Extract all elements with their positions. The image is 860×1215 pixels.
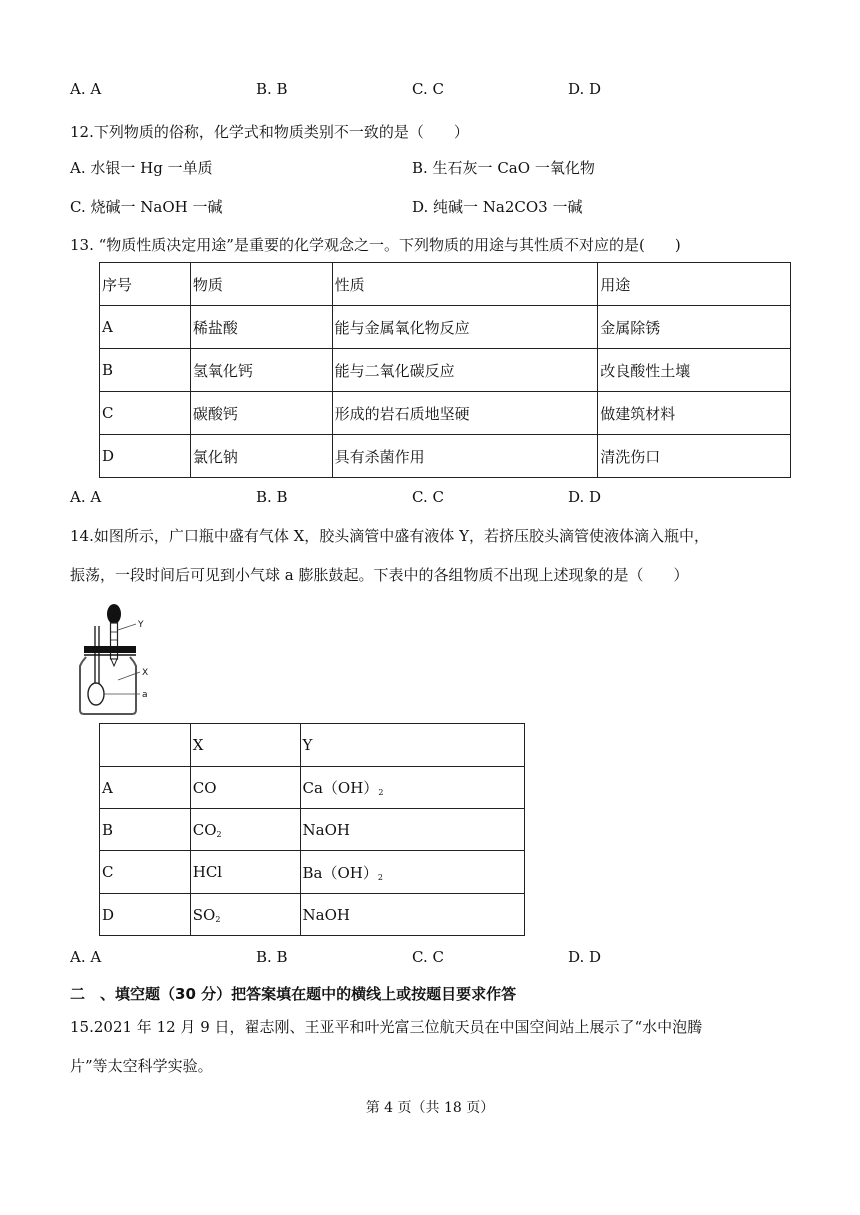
q11-option-b: B. B bbox=[256, 80, 288, 98]
q13-stem: 13. “物质性质决定用途”是重要的化学观念之一。下列物质的用途与其性质不对应的是( ) bbox=[70, 236, 681, 254]
q11-option-a: A. A bbox=[70, 80, 102, 98]
table-cell: C bbox=[100, 392, 191, 435]
table-cell: $SO_2$ bbox=[190, 894, 300, 936]
table-cell: 氯化钠 bbox=[190, 435, 332, 478]
q14-stem-line1: 14.如图所示，广口瓶中盛有气体 X，胶头滴管中盛有液体 Y，若挤压胶头滴管使液体滴入瓶中， bbox=[70, 527, 709, 545]
q12-option-b: B. 生石灰一 CaO 一氧化物 bbox=[412, 159, 595, 177]
table-cell: 做建筑材料 bbox=[598, 392, 791, 435]
table-row bbox=[100, 809, 525, 851]
q12-stem: 12.下列物质的俗称，化学式和物质类别不一致的是（ ） bbox=[70, 123, 469, 141]
q14-header-row bbox=[100, 724, 525, 767]
table-cell: $CO_2$ bbox=[190, 809, 300, 851]
table-cell: 稀盐酸 bbox=[190, 306, 332, 349]
q14-options bbox=[70, 948, 790, 970]
table-cell: HCl bbox=[190, 851, 300, 894]
table-cell: 氢氧化钙 bbox=[190, 349, 332, 392]
table-cell: 具有杀菌作用 bbox=[332, 435, 598, 478]
table-cell: D bbox=[100, 894, 191, 936]
q13-option-d: D. D bbox=[568, 488, 602, 506]
table-cell: 改良酸性土壤 bbox=[598, 349, 791, 392]
q14-stem-line2: 振荡，一段时间后可见到小气球 a 膨胀鼓起。下表中的各组物质不出现上述现象的是（ ） bbox=[70, 566, 689, 584]
dropper-bulb-icon bbox=[107, 604, 121, 624]
q13-option-a: A. A bbox=[70, 488, 102, 506]
table-cell: 能与金属氧化物反应 bbox=[332, 306, 598, 349]
table-row bbox=[100, 435, 791, 478]
q11-options bbox=[70, 80, 790, 102]
q11-option-c: C. C bbox=[412, 80, 444, 98]
q14-option-d: D. D bbox=[568, 948, 602, 966]
table-row bbox=[100, 349, 791, 392]
q13-header-cell: 用途 bbox=[598, 263, 791, 306]
q12-option-d: D. 纯碱一 Na2CO3 一碱 bbox=[412, 198, 583, 216]
q13-header-cell: 物质 bbox=[190, 263, 332, 306]
q14-header-cell bbox=[100, 724, 191, 767]
q13-header-row bbox=[100, 263, 791, 306]
q14-option-c: C. C bbox=[412, 948, 444, 966]
q13-option-b: B. B bbox=[256, 488, 288, 506]
table-cell: A bbox=[100, 767, 191, 809]
q14-header-cell: Y bbox=[300, 724, 525, 767]
table-cell: 能与二氧化碳反应 bbox=[332, 349, 598, 392]
table-row bbox=[100, 767, 525, 809]
table-row bbox=[100, 392, 791, 435]
table-cell: CO bbox=[190, 767, 300, 809]
page-footer: 第 4 页（共 18 页） bbox=[365, 1100, 495, 1116]
q14-header-cell: X bbox=[190, 724, 300, 767]
q15-line1: 15.2021 年 12 月 9 日，翟志刚、王亚平和叶光富三位航天员在中国空间站上展示了“水中泡腾 bbox=[70, 1018, 703, 1036]
table-cell: NaOH bbox=[300, 809, 525, 851]
table-cell: 形成的岩石质地坚硬 bbox=[332, 392, 598, 435]
q12-options-row1 bbox=[70, 157, 790, 179]
table-cell: 清洗伤口 bbox=[598, 435, 791, 478]
q13-options bbox=[70, 488, 790, 510]
label-y: Y bbox=[138, 620, 144, 630]
table-cell: NaOH bbox=[300, 894, 525, 936]
label-a: a bbox=[142, 690, 148, 700]
q12-options-row2 bbox=[70, 196, 790, 218]
table-cell: A bbox=[100, 306, 191, 349]
dropper-tube-icon bbox=[111, 623, 118, 659]
table-cell: B bbox=[100, 809, 191, 851]
stopper-icon bbox=[84, 646, 136, 653]
table-cell: C bbox=[100, 851, 191, 894]
q13-table bbox=[99, 262, 791, 478]
balloon-icon bbox=[88, 683, 104, 705]
table-cell: 碳酸钙 bbox=[190, 392, 332, 435]
table-row bbox=[100, 851, 525, 894]
table-cell: D bbox=[100, 435, 191, 478]
q13-header-cell: 序号 bbox=[100, 263, 191, 306]
label-x: X bbox=[142, 668, 149, 678]
q14-table bbox=[99, 723, 525, 936]
table-row bbox=[100, 306, 791, 349]
table-cell: 金属除锈 bbox=[598, 306, 791, 349]
flask-dropper-figure bbox=[74, 602, 164, 716]
table-cell: B bbox=[100, 349, 191, 392]
q14-option-a: A. A bbox=[70, 948, 102, 966]
table-cell: $Ca(OH)_2$ bbox=[300, 767, 525, 809]
section-heading: 二 、填空题（30 分）把答案填在题中的横线上或按题目要求作答 bbox=[70, 985, 517, 1003]
q12-option-c: C. 烧碱一 NaOH 一碱 bbox=[70, 198, 223, 216]
table-row bbox=[100, 894, 525, 936]
q13-header-cell: 性质 bbox=[332, 263, 598, 306]
q11-option-d: D. D bbox=[568, 80, 602, 98]
table-cell: $Ba(OH)_2$ bbox=[300, 851, 525, 894]
q13-option-c: C. C bbox=[412, 488, 444, 506]
q15-line2: 片”等太空科学实验。 bbox=[70, 1057, 213, 1075]
q12-option-a: A. 水银一 Hg 一单质 bbox=[70, 159, 213, 177]
q14-option-b: B. B bbox=[256, 948, 288, 966]
jar-icon bbox=[80, 657, 136, 714]
